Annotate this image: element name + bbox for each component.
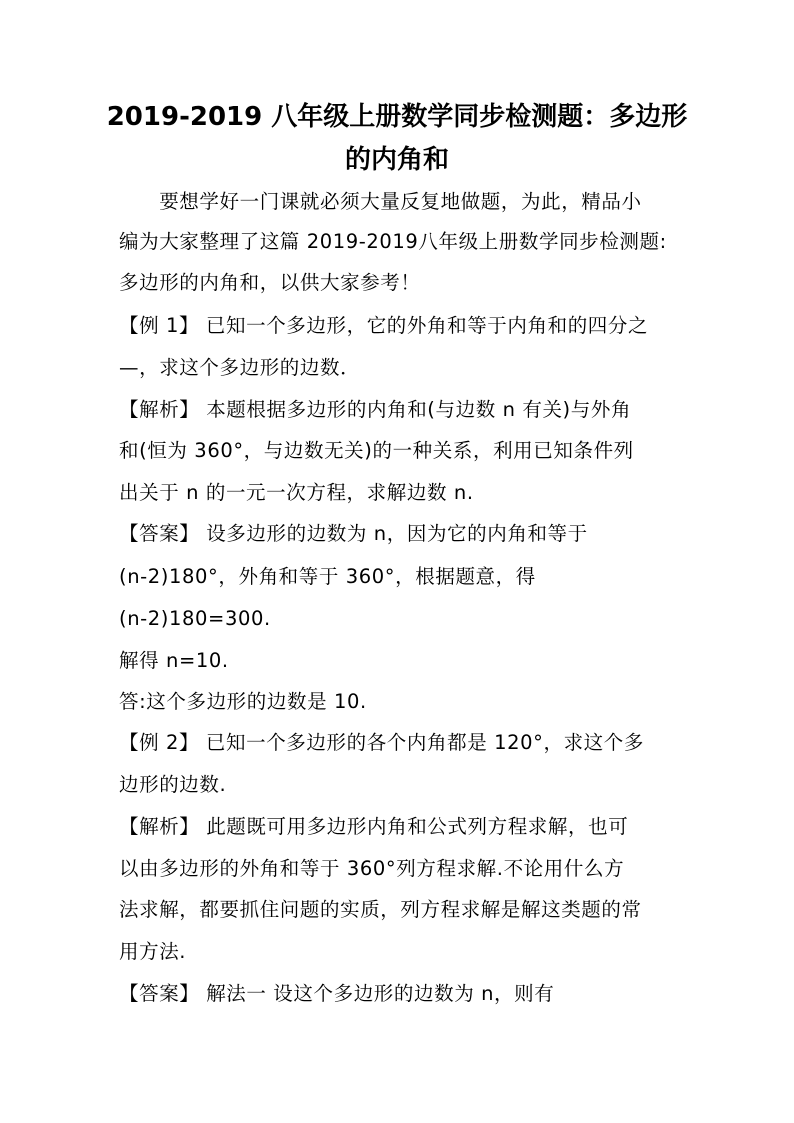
answer-1-line-2: (n-2)180°，外角和等于 360°，根据题意，得 <box>119 565 536 588</box>
analysis-2-line-1: 【解析】 此题既可用多边形内角和公式列方程求解，也可 <box>119 815 629 838</box>
body-line-2: 编为大家整理了这篇 2019-2019八年级上册数学同步检测题: <box>119 230 667 253</box>
answer-2-line-1: 【答案】 解法一 设这个多边形的边数为 n，则有 <box>119 982 555 1005</box>
analysis-1-line-2: 和(恒为 360°，与边数无关)的一种关系，利用已知条件列 <box>119 439 634 462</box>
analysis-1-line-3: 出关于 n 的一元一次方程，求解边数 n. <box>119 481 474 504</box>
document-title-line-2: 的内角和 <box>344 145 449 175</box>
example-1-line-2: —，求这个多边形的边数． <box>119 356 361 379</box>
body-line-1: 要想学好一门课就必须大量反复地做题，为此，精品小 <box>119 190 642 213</box>
example-2-line-2: 边形的边数. <box>119 773 227 796</box>
analysis-2-line-3: 法求解，都要抓住问题的实质，列方程求解是解这类题的常 <box>119 898 642 921</box>
answer-1-line-4: 解得 n=10. <box>119 649 229 672</box>
example-1-line-1: 【例 1】 已知一个多边形，它的外角和等于内角和的四分之 <box>119 314 649 337</box>
example-2-line-1: 【例 2】 已知一个多边形的各个内角都是 120°，求这个多 <box>119 731 644 754</box>
analysis-2-line-4: 用方法. <box>119 940 187 963</box>
document-title-line-1: 2019-2019 八年级上册数学同步检测题：多边形 <box>106 102 688 132</box>
analysis-2-line-2: 以由多边形的外角和等于 360°列方程求解.不论用什么方 <box>119 857 625 880</box>
analysis-1-line-1: 【解析】 本题根据多边形的内角和(与边数 n 有关)与外角 <box>119 398 632 421</box>
body-line-3: 多边形的内角和，以供大家参考！ <box>119 271 421 294</box>
answer-1-line-5: 答:这个多边形的边数是 10. <box>119 690 367 713</box>
answer-1-line-1: 【答案】 设多边形的边数为 n，因为它的内角和等于 <box>119 522 588 545</box>
answer-1-line-3: (n-2)180=300. <box>119 607 271 630</box>
